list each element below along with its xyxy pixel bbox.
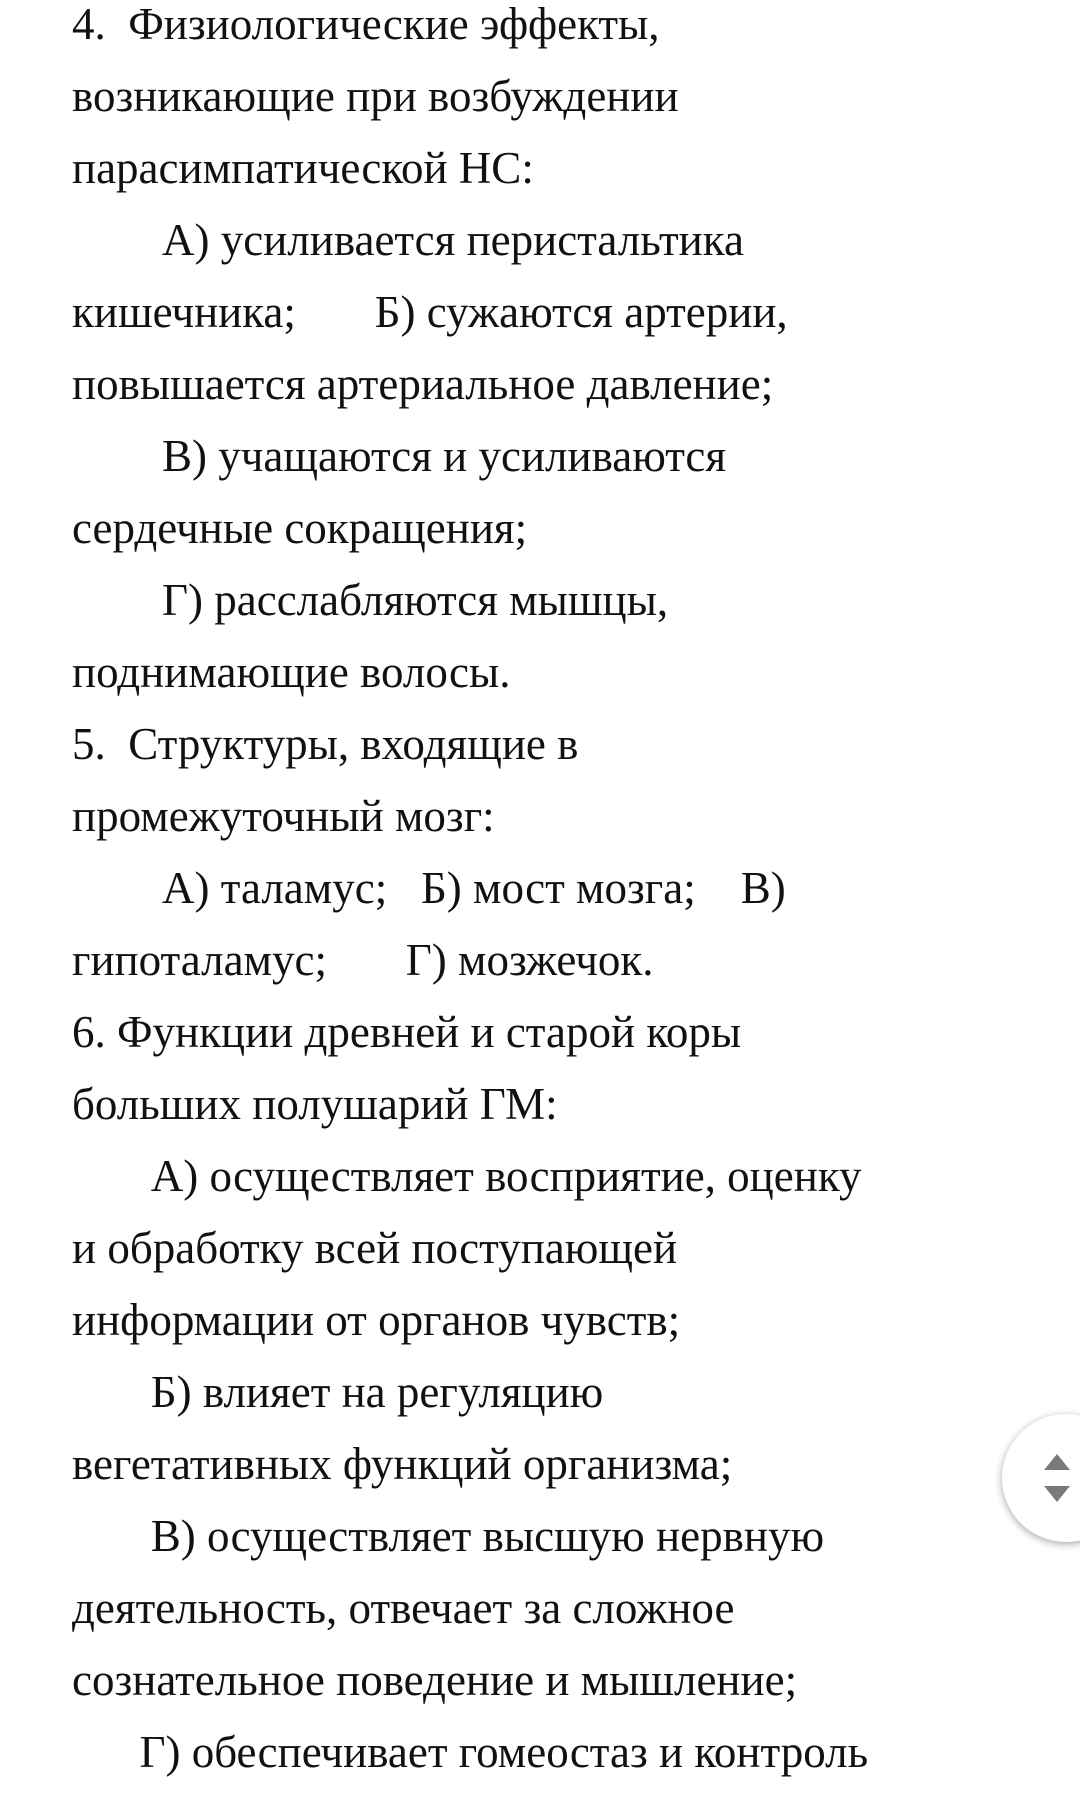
text-line: А) осуществляет восприятие, оценку — [72, 1151, 862, 1201]
text-line: кишечника; Б) сужаются артерии, — [72, 287, 788, 337]
text-line: поднимающие волосы. — [72, 647, 511, 697]
text-line: 5. Структуры, входящие в — [72, 719, 579, 769]
text-line: деятельность, отвечает за сложное — [72, 1583, 735, 1633]
text-line: информации от органов чувств; — [72, 1295, 681, 1345]
text-line: В) учащаются и усиливаются — [72, 431, 727, 481]
text-line: больших полушарий ГМ: — [72, 1079, 558, 1129]
text-line: Г) обеспечивает гомеостаз и контроль — [72, 1727, 869, 1777]
text-line: Б) влияет на регуляцию — [72, 1367, 604, 1417]
text-line: гипоталамус; Г) мозжечок. — [72, 935, 654, 985]
text-line: 4. Физиологические эффекты, — [72, 0, 660, 49]
text-line: В) осуществляет высшую нервную — [72, 1511, 825, 1561]
text-line: вегетативных функций организма; — [72, 1439, 733, 1489]
text-line: парасимпатической НС: — [72, 143, 534, 193]
text-line: сознательное поведение и мышление; — [72, 1655, 798, 1705]
scroll-handle-button[interactable] — [1002, 1414, 1080, 1542]
text-line: 6. Функции древней и старой коры — [72, 1007, 742, 1057]
text-line: А) усиливается перистальтика — [72, 215, 744, 265]
text-line: повышается артериальное давление; — [72, 359, 774, 409]
text-line: и обработку всей поступающей — [72, 1223, 678, 1273]
text-line: Г) расслабляются мышцы, — [72, 575, 669, 625]
up-down-arrows-icon — [1040, 1452, 1074, 1504]
text-line: промежуточный мозг: — [72, 791, 495, 841]
text-line: А) таламус; Б) мост мозга; В) — [72, 863, 786, 913]
text-line: сердечные сокращения; — [72, 503, 528, 553]
text-line: возникающие при возбуждении — [72, 71, 679, 121]
